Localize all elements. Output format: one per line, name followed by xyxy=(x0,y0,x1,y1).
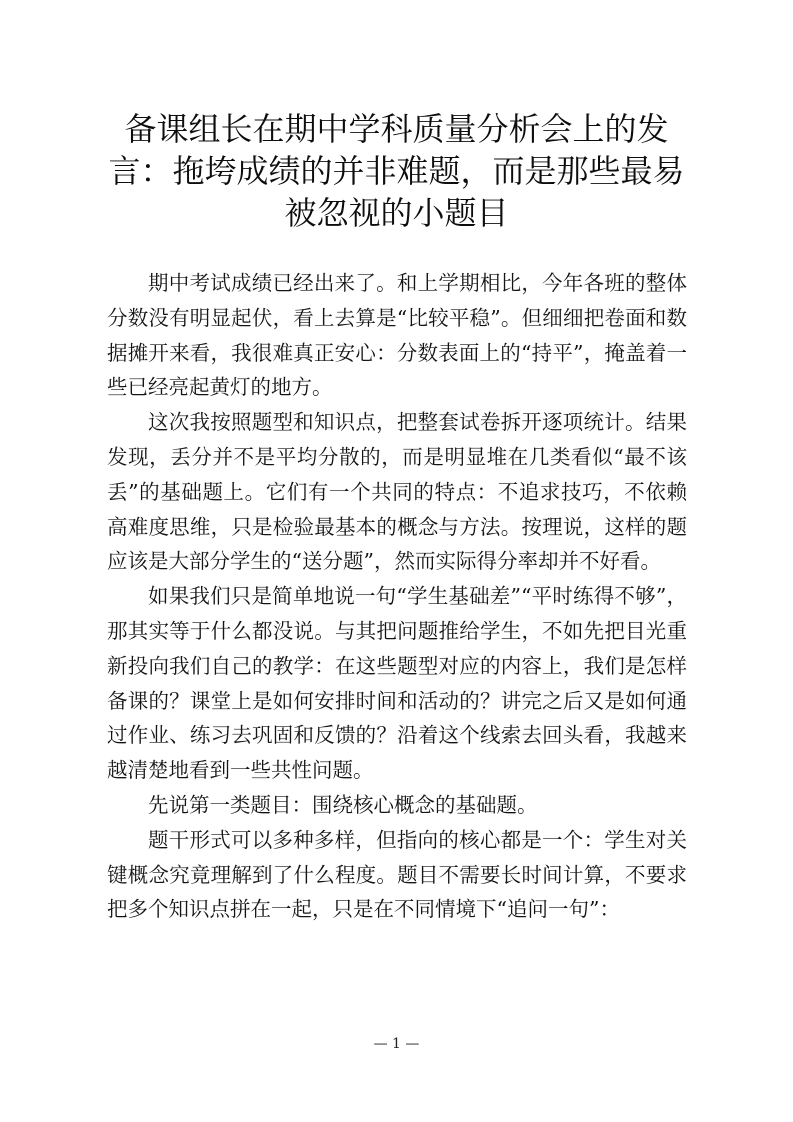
paragraph-3: 如果我们只是简单地说一句“学生基础差”“平时练得不够”，那其实等于什么都没说。与其把问题推给学生，不如先把目光重新投向我们自己的教学：在这些题型对应的内容上，我们是怎样备课的？课堂上是如何安排时间和活动的？讲完之后又是如何通过作业、练习去巩固和反馈的？沿着这个线索去回头看，我越来越清楚地看到一些共性问题。 xyxy=(107,584,687,783)
document-title: 备课组长在期中学科质量分析会上的发言：拖垮成绩的并非难题，而是那些最易被忽视的小题目 xyxy=(108,110,685,232)
paragraph-2: 这次我按照题型和知识点，把整套试卷拆开逐项统计。结果发现，丢分并不是平均分散的，而是明显堆在几类看似“最不该丢”的基础题上。它们有一个共同的特点：不追求技巧，不依赖高难度思维，只是检验最基本的概念与方法。按理说，这样的题应该是大部分学生的“送分题”，然而实际得分率却并不好看。 xyxy=(107,410,687,574)
paragraph-1: 期中考试成绩已经出来了。和上学期相比，今年各班的整体分数没有明显起伏，看上去算是“比较平稳”。但细细把卷面和数据摊开来看，我很难真正安心：分数表面上的“持平”，掩盖着一些已经亮起黄灯的地方。 xyxy=(107,271,687,400)
paragraph-4: 先说第一类题目：围绕核心概念的基础题。 xyxy=(148,792,538,817)
document-body xyxy=(107,266,687,927)
paragraph-5: 题干形式可以多种多样，但指向的核心都是一个：学生对关键概念究竟理解到了什么程度。题目不需要长时间计算，不要求把多个知识点拼在一起，只是在不同情境下“追问一句”： xyxy=(107,827,687,922)
page-number: — 1 — xyxy=(373,1036,420,1052)
